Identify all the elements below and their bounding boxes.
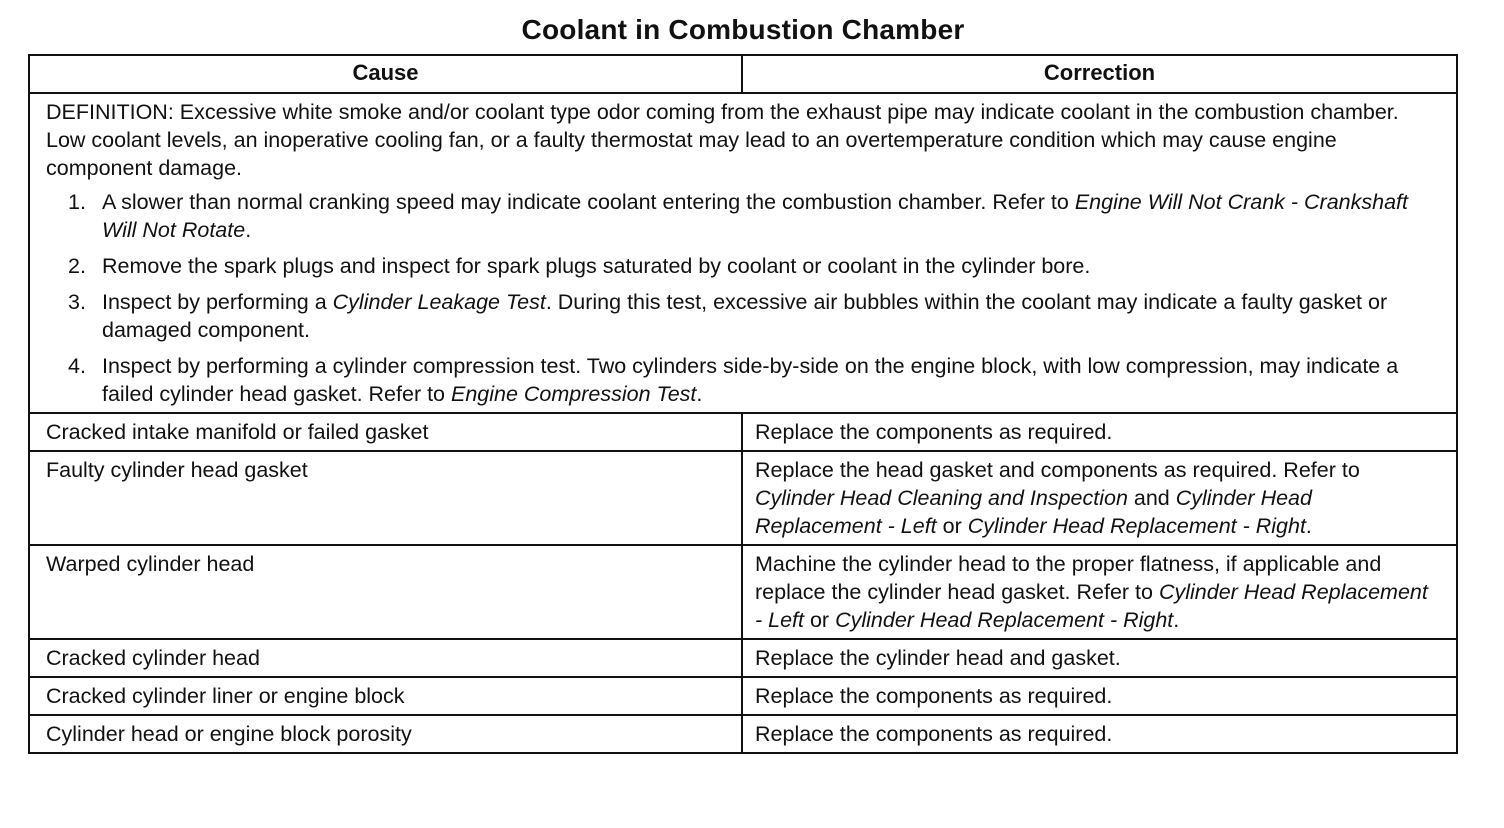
table-row: [29, 715, 1457, 753]
step-text: Remove the spark plugs and inspect for spark plugs saturated by coolant or coolant in the cylinder bore.: [102, 254, 1091, 278]
step-item: [46, 252, 1440, 280]
correction-reference: Cylinder Head Replacement - Left: [755, 580, 1428, 632]
correction-cell: Replace the components as required.: [742, 715, 1457, 753]
definition-cell: [29, 93, 1457, 413]
table-row: [29, 451, 1457, 545]
step-reference: Cylinder Leakage Test: [332, 290, 546, 314]
correction-column-header: Correction: [742, 55, 1457, 93]
correction-reference: Cylinder Head Cleaning and Inspection: [755, 486, 1128, 510]
cause-column-header: Cause: [29, 55, 742, 93]
correction-text: Replace the head gasket and components as required. Refer to: [755, 458, 1360, 482]
correction-cell: Replace the components as required.: [742, 413, 1457, 451]
correction-join: or: [804, 608, 836, 632]
correction-cell: [742, 545, 1457, 639]
step-number: 3.: [68, 290, 86, 314]
step-text: Inspect by performing a cylinder compression test. Two cylinders side-by-side on the engine block, with low compression, may indicate a failed cylinder head gasket. Refer to: [102, 354, 1399, 406]
troubleshooting-table: [28, 54, 1458, 754]
cause-cell: Faulty cylinder head gasket: [29, 451, 742, 545]
definition-text: DEFINITION: Excessive white smoke and/or coolant type odor coming from the exhaust pipe may indicate coolant in the combustion chamber. Low coolant levels, an inoperative cooling fan, or a faulty thermostat may lead to an overtemperature condition which may cause engine component damage.: [46, 100, 1399, 180]
cause-cell: Cylinder head or engine block porosity: [29, 715, 742, 753]
step-number: 1.: [68, 190, 86, 214]
steps-list: [46, 188, 1440, 408]
page-title: Coolant in Combustion Chamber: [521, 14, 965, 45]
correction-reference: Cylinder Head Replacement - Left: [755, 486, 1312, 538]
correction-cell: Replace the components as required.: [742, 677, 1457, 715]
correction-join: and: [1127, 486, 1176, 510]
step-text-end: .: [245, 218, 252, 242]
step-text: A slower than normal cranking speed may indicate coolant entering the combustion chamber. Refer to: [102, 190, 1075, 214]
table-row: [29, 413, 1457, 451]
step-number: 2.: [68, 254, 86, 278]
correction-text: Machine the cylinder head to the proper flatness, if applicable and replace the cylinder head gasket. Refer to: [755, 552, 1382, 604]
step-item: [46, 188, 1440, 244]
correction-cell: [742, 451, 1457, 545]
header-row: [29, 55, 1457, 93]
table-row: [29, 639, 1457, 677]
correction-reference: Cylinder Head Replacement - Right: [835, 608, 1174, 632]
step-text: Inspect by performing a: [102, 290, 333, 314]
correction-join: or: [936, 514, 968, 538]
cause-cell: Cracked cylinder liner or engine block: [29, 677, 742, 715]
cause-cell: Cracked intake manifold or failed gasket: [29, 413, 742, 451]
step-reference: Engine Compression Test: [450, 382, 697, 406]
correction-end: .: [1173, 608, 1180, 632]
step-text-end: . During this test, excessive air bubbles within the coolant may indicate a faulty gasket or damaged component.: [102, 290, 1388, 342]
step-reference: Engine Will Not Crank - Crankshaft Will Not Rotate: [102, 190, 1408, 242]
definition-row: [29, 93, 1457, 413]
correction-cell: Replace the cylinder head and gasket.: [742, 639, 1457, 677]
table-row: [29, 677, 1457, 715]
cause-cell: Cracked cylinder head: [29, 639, 742, 677]
correction-reference: Cylinder Head Replacement - Right: [967, 514, 1306, 538]
step-text-end: .: [696, 382, 703, 406]
step-item: [46, 288, 1440, 344]
table-row: [29, 545, 1457, 639]
step-item: [46, 352, 1440, 408]
cause-cell: Warped cylinder head: [29, 545, 742, 639]
step-number: 4.: [68, 354, 86, 378]
correction-end: .: [1305, 514, 1312, 538]
